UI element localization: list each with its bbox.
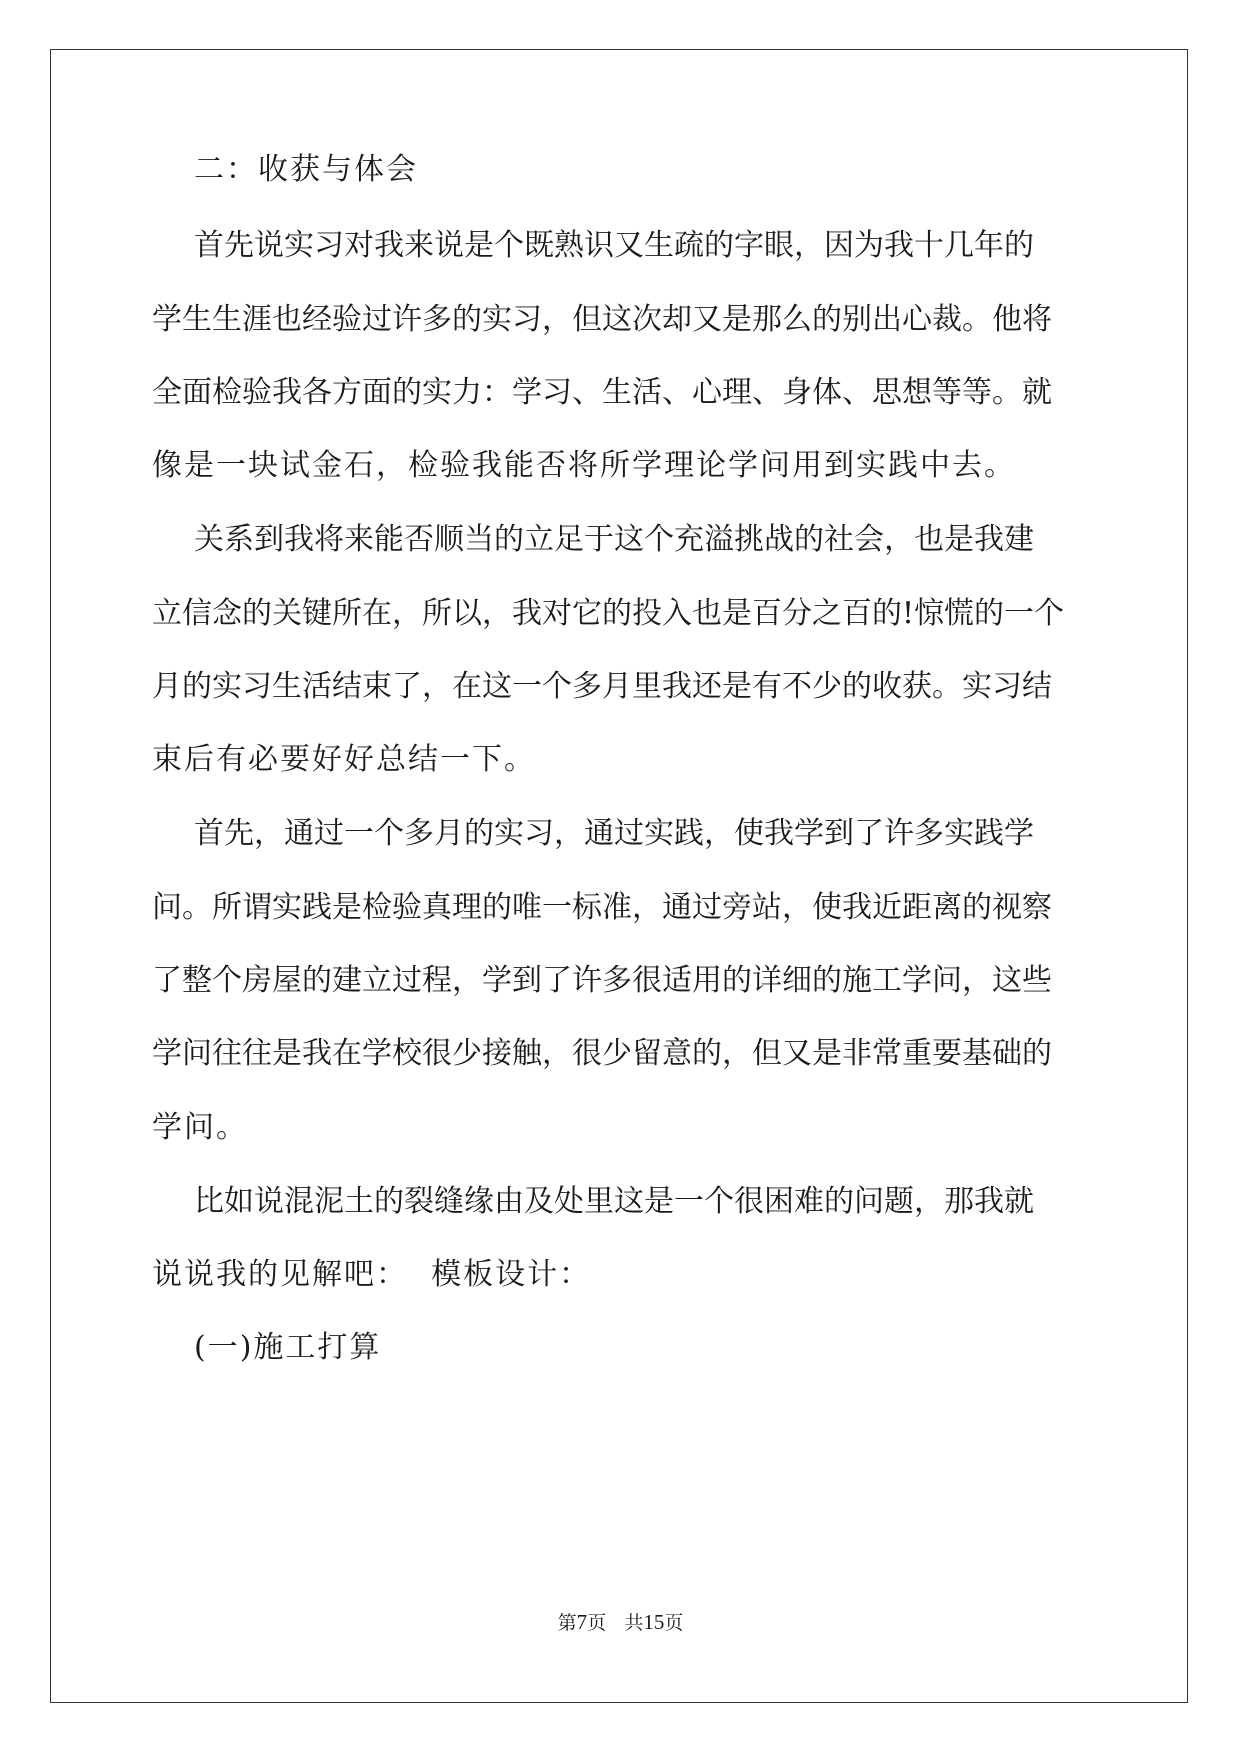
footer-page-suffix: 页	[587, 1612, 607, 1634]
paragraph-line: 关系到我将来能否顺当的立足于这个充溢挑战的社会，也是我建	[194, 522, 1034, 557]
paragraph-line: 了整个房屋的建立过程，学到了许多很适用的详细的施工学问，这些	[152, 963, 1052, 998]
paragraph-line: 立信念的关键所在，所以，我对它的投入也是百分之百的!惊慌的一个	[152, 596, 1065, 631]
footer-page-number: 7	[576, 1610, 588, 1634]
paragraph-line: 学生生涯也经验过许多的实习，但这次却又是那么的别出心裁。他将	[152, 302, 1052, 337]
paragraph-line: 学问往往是我在学校很少接触，很少留意的，但又是非常重要基础的	[152, 1036, 1052, 1071]
paragraph-line: 束后有必要好好总结一下。	[152, 742, 536, 777]
paragraph-line: 像是一块试金石，检验我能否将所学理论学问用到实践中去。	[152, 448, 1016, 483]
paragraph-line: 学问。	[152, 1110, 248, 1145]
section-heading: 二：收获与体会	[194, 152, 418, 187]
page-footer	[0, 1610, 1241, 1635]
paragraph-line: 月的实习生活结束了，在这一个多月里我还是有不少的收获。实习结	[152, 669, 1052, 704]
footer-total-prefix: 共	[624, 1612, 644, 1634]
footer-total-pages: 15	[643, 1610, 665, 1634]
subsection-heading: (一)施工打算	[194, 1330, 382, 1365]
paragraph-line: 首先说实习对我来说是个既熟识又生疏的字眼，因为我十几年的	[194, 228, 1034, 263]
paragraph-line: 首先，通过一个多月的实习，通过实践，使我学到了许多实践学	[194, 816, 1034, 851]
paragraph-line: 全面检验我各方面的实力：学习、生活、心理、身体、思想等等。就	[152, 375, 1052, 410]
paragraph-line: 比如说混泥土的裂缝缘由及处里这是一个很困难的问题，那我就	[194, 1184, 1034, 1219]
paragraph-line: 说说我的见解吧： 模板设计：	[152, 1257, 592, 1292]
footer-page-prefix: 第	[557, 1612, 577, 1634]
page-border	[50, 49, 1188, 1703]
paragraph-line: 问。所谓实践是检验真理的唯一标准，通过旁站，使我近距离的视察	[152, 890, 1052, 925]
footer-total-suffix: 页	[664, 1612, 684, 1634]
